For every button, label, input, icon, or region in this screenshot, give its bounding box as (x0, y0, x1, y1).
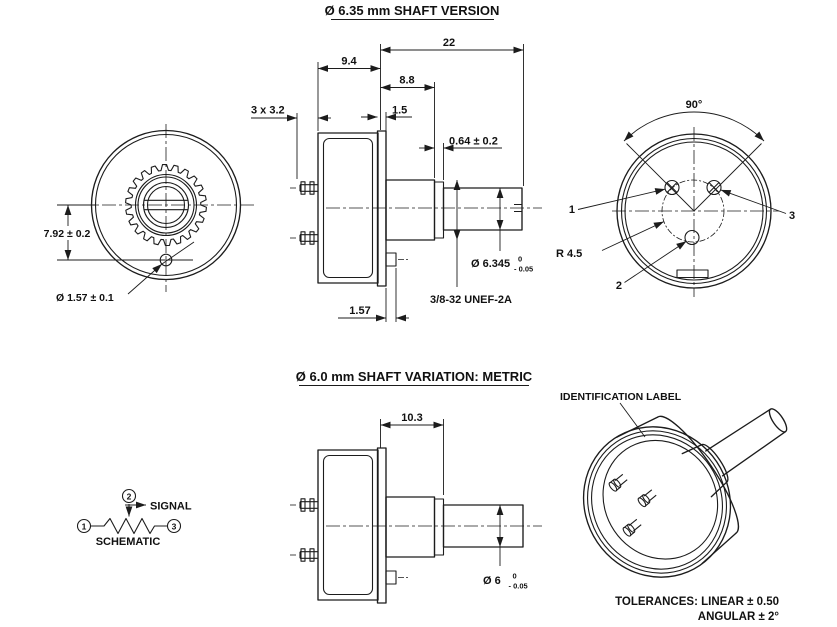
dim-plate-thickness: 1.5 (392, 104, 408, 117)
dim-metric-shaft-tol-lo: - 0.05 (508, 581, 528, 591)
dim-body-length: 9.4 (341, 55, 357, 68)
schematic-terminal-1: 1 (81, 521, 87, 532)
rear-terminal-3-label: 3 (789, 210, 796, 222)
dim-terminal-angle: 90° (685, 99, 703, 111)
body-outline-metric (318, 450, 378, 600)
identification-label: IDENTIFICATION LABEL (560, 391, 682, 403)
terminal-pin (290, 232, 318, 244)
mounting-plate-metric (378, 448, 387, 603)
terminal-pin (290, 182, 318, 194)
signal-label: SIGNAL (150, 500, 192, 513)
rear-terminal-1 (665, 181, 679, 195)
rear-terminal-2-label: 2 (615, 280, 622, 292)
locating-lug-metric (386, 571, 396, 584)
shaft (444, 188, 523, 230)
rear-view (556, 99, 795, 297)
body-cover-metric (324, 456, 373, 595)
thread-relief-metric (435, 499, 444, 555)
rear-locating-tab (677, 270, 708, 278)
dim-overall-length: 22 (442, 37, 456, 49)
title-shaft-version: Ø 6.35 mm SHAFT VERSION (324, 3, 500, 18)
dim-hole-offset: 7.92 ± 0.2 (43, 228, 91, 240)
dim-hole-dia: Ø 1.57 ± 0.1 (56, 292, 114, 304)
rear-terminal-2 (685, 231, 699, 245)
terminal-pin (290, 549, 318, 561)
dim-shaft-dia-tol-lo: - 0.05 (514, 264, 534, 274)
dim-lug-width: 1.57 (349, 305, 371, 317)
tolerances-angular: ANGULAR ± 2° (697, 611, 779, 623)
thread-relief (435, 182, 444, 238)
metric-view (290, 412, 542, 603)
identification-leader (620, 403, 645, 437)
iso-pin (637, 488, 658, 507)
mounting-plate (378, 131, 387, 286)
rear-terminal-1-label: 1 (568, 204, 575, 216)
iso-pin (622, 518, 643, 537)
front-view (41, 124, 254, 304)
tolerances-linear: TOLERANCES: LINEAR ± 0.50 (615, 596, 779, 608)
locating-lug (386, 253, 396, 266)
dim-shaft-dia-tol-hi: 0 (518, 254, 523, 264)
thread-spec-label: 3/8-32 UNEF-2A (430, 294, 512, 306)
threaded-bushing-metric (386, 497, 435, 557)
schematic-caption: SCHEMATIC (95, 536, 161, 548)
iso-view (555, 354, 825, 606)
iso-pin (608, 473, 629, 492)
schematic (78, 490, 192, 549)
dim-metric-shaft-dia: Ø 6 (483, 575, 501, 587)
resistor-element (91, 519, 168, 534)
threaded-bushing (386, 180, 435, 240)
terminal-pin (290, 499, 318, 511)
schematic-terminal-2: 2 (126, 491, 132, 502)
schematic-terminal-3: 3 (171, 521, 177, 532)
side-view (251, 37, 542, 322)
dim-bushing-length: 10.3 (401, 412, 423, 424)
dim-shaft-dia: Ø 6.345 (471, 258, 511, 270)
rear-terminal-3 (707, 181, 721, 195)
dim-metric-shaft-tol-hi: 0 (512, 571, 517, 581)
dim-thread-length: 8.8 (399, 74, 415, 87)
dim-pin-circle-radius: R 4.5 (556, 248, 583, 260)
dim-terminal-length: 3 x 3.2 (251, 104, 285, 117)
dim-relief-width: 0.64 ± 0.2 (449, 135, 498, 148)
title-shaft-variation-metric: Ø 6.0 mm SHAFT VARIATION: METRIC (295, 369, 533, 384)
